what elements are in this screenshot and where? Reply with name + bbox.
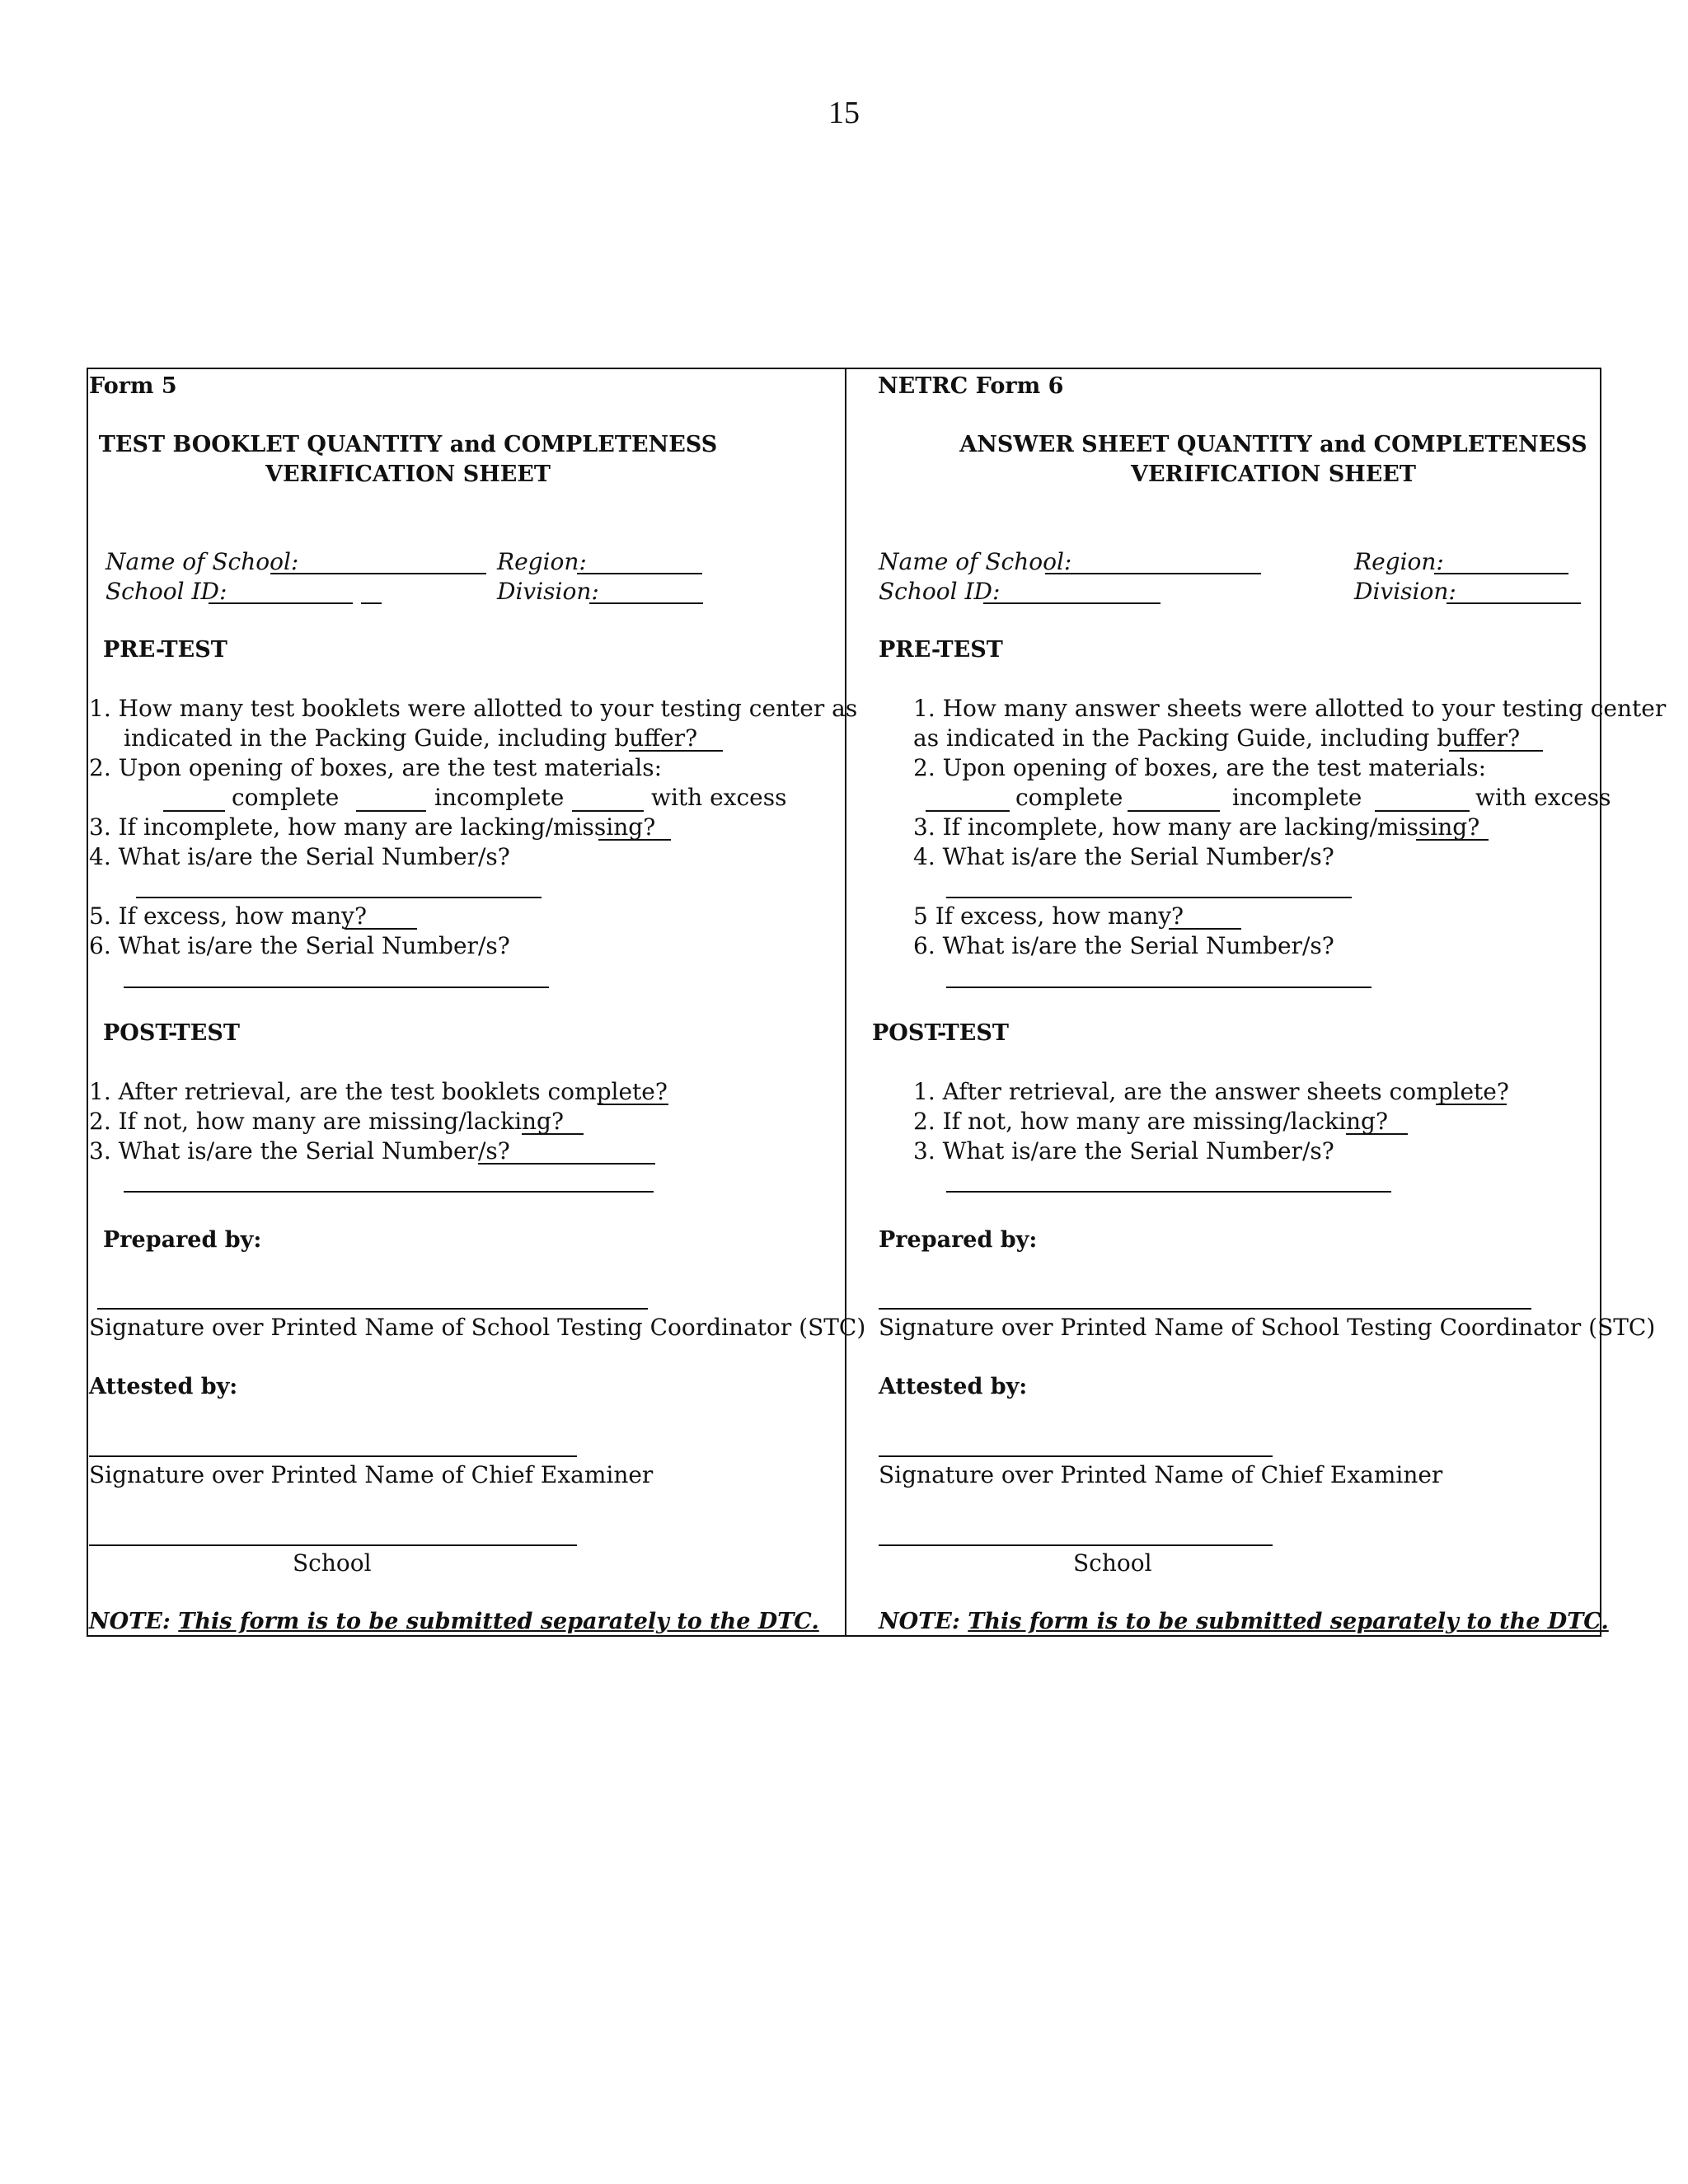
note-text: This form is to be submitted separately to the DTC.: [968, 1609, 1609, 1634]
posttest-heading: POST-TEST: [872, 1020, 1009, 1046]
pre-question-5: 5 If excess, how many?: [913, 902, 1184, 930]
pretest-heading: PRE-TEST: [103, 637, 227, 663]
pre-question-4: 4. What is/are the Serial Number/s?: [913, 843, 1334, 870]
post-question-2: 2. If not, how many are missing/lacking?: [89, 1108, 564, 1135]
option-complete: complete: [232, 784, 340, 811]
stc-signature-line[interactable]: [879, 1308, 1531, 1310]
post-question-2: 2. If not, how many are missing/lacking?: [913, 1108, 1388, 1135]
region-label: Region:: [1354, 548, 1444, 575]
name-of-school-label: Name of School:: [879, 548, 1072, 575]
name-of-school-blank[interactable]: [270, 573, 486, 574]
excess-blank[interactable]: [572, 810, 644, 812]
option-with-excess: with excess: [1475, 784, 1611, 811]
school-caption: School: [293, 1549, 372, 1577]
division-blank[interactable]: [1447, 602, 1581, 604]
column-divider: [845, 368, 846, 1637]
pretest-heading: PRE-TEST: [879, 637, 1003, 663]
school-id-blank[interactable]: [983, 602, 1160, 604]
school-line[interactable]: [879, 1544, 1273, 1546]
pre-q3-blank[interactable]: [1416, 839, 1489, 841]
post-question-1: 1. After retrieval, are the answer sheets complete?: [913, 1078, 1509, 1105]
pre-q4-blank[interactable]: [946, 897, 1352, 898]
form-title-line2: VERIFICATION SHEET: [1131, 462, 1416, 487]
stc-signature-caption: Signature over Printed Name of School Testing Coordinator (STC): [879, 1314, 1656, 1341]
form-note: [89, 1608, 819, 1636]
pre-question-2: 2. Upon opening of boxes, are the test materials:: [89, 754, 663, 781]
incomplete-blank[interactable]: [356, 810, 426, 812]
chief-signature-line[interactable]: [879, 1455, 1273, 1457]
school-id-label: School ID:: [879, 578, 1001, 605]
school-id-blank-extra: [361, 602, 382, 604]
prepared-by-label: Prepared by:: [879, 1227, 1038, 1253]
pre-question-6: 6. What is/are the Serial Number/s?: [89, 932, 510, 959]
region-label: Region:: [497, 548, 587, 575]
school-caption: School: [1073, 1549, 1152, 1577]
form-label: Form 5: [89, 373, 177, 399]
chief-signature-line[interactable]: [89, 1455, 577, 1457]
note-text: This form is to be submitted separately to the DTC.: [178, 1609, 819, 1634]
post-q3-blank[interactable]: [946, 1191, 1391, 1193]
school-id-blank[interactable]: [209, 602, 353, 604]
posttest-heading: POST-TEST: [103, 1020, 240, 1046]
stc-signature-caption: Signature over Printed Name of School Testing Coordinator (STC): [89, 1314, 866, 1341]
pre-q6-blank[interactable]: [124, 987, 549, 988]
post-question-3: 3. What is/are the Serial Number/s?: [913, 1137, 1334, 1165]
pre-question-2: 2. Upon opening of boxes, are the test materials:: [913, 754, 1487, 781]
stc-signature-line[interactable]: [97, 1308, 648, 1310]
incomplete-blank[interactable]: [1128, 810, 1220, 812]
post-q3-blank-2[interactable]: [124, 1191, 654, 1193]
form-note: [879, 1608, 1609, 1636]
pre-q6-blank[interactable]: [946, 987, 1372, 988]
page-number: 15: [828, 96, 860, 130]
post-q2-blank[interactable]: [522, 1133, 584, 1135]
excess-blank[interactable]: [1375, 810, 1470, 812]
pre-question-4: 4. What is/are the Serial Number/s?: [89, 843, 510, 870]
complete-blank[interactable]: [926, 810, 1010, 812]
division-label: Division:: [1354, 578, 1456, 605]
pre-question-3: 3. If incomplete, how many are lacking/missing?: [913, 813, 1480, 841]
pre-question-1-cont: as indicated in the Packing Guide, including buffer?: [913, 724, 1521, 752]
division-blank[interactable]: [589, 602, 703, 604]
note-prefix: NOTE:: [89, 1609, 171, 1634]
region-blank[interactable]: [577, 573, 702, 574]
name-of-school-label: Name of School:: [106, 548, 299, 575]
attested-by-label: Attested by:: [89, 1374, 238, 1399]
attested-by-label: Attested by:: [879, 1374, 1028, 1399]
post-q3-blank[interactable]: [478, 1163, 655, 1165]
form-title-line1: ANSWER SHEET QUANTITY and COMPLETENESS: [959, 432, 1587, 457]
post-q1-blank[interactable]: [1436, 1104, 1507, 1105]
pre-q5-blank[interactable]: [345, 928, 417, 930]
pre-question-1-cont: indicated in the Packing Guide, including buffer?: [124, 724, 698, 752]
option-with-excess: with excess: [651, 784, 787, 811]
school-line[interactable]: [89, 1544, 577, 1546]
post-question-3: 3. What is/are the Serial Number/s?: [89, 1137, 510, 1165]
post-question-1: 1. After retrieval, are the test booklets complete?: [89, 1078, 668, 1105]
pre-q4-blank[interactable]: [136, 897, 542, 898]
form-title-line2: VERIFICATION SHEET: [265, 462, 551, 487]
name-of-school-blank[interactable]: [1045, 573, 1261, 574]
option-complete: complete: [1015, 784, 1123, 811]
prepared-by-label: Prepared by:: [103, 1227, 262, 1253]
post-q2-blank[interactable]: [1346, 1133, 1408, 1135]
division-label: Division:: [497, 578, 599, 605]
pre-q5-blank[interactable]: [1169, 928, 1241, 930]
chief-signature-caption: Signature over Printed Name of Chief Examiner: [89, 1461, 654, 1488]
pre-question-6: 6. What is/are the Serial Number/s?: [913, 932, 1334, 959]
pre-question-3: 3. If incomplete, how many are lacking/missing?: [89, 813, 656, 841]
pre-question-1: 1. How many test booklets were allotted to your testing center as: [89, 695, 858, 722]
pre-question-1: 1. How many answer sheets were allotted to your testing center: [913, 695, 1667, 722]
pre-q3-blank[interactable]: [598, 839, 671, 841]
option-incomplete: incomplete: [434, 784, 565, 811]
pre-q1-blank[interactable]: [629, 750, 723, 752]
chief-signature-caption: Signature over Printed Name of Chief Examiner: [879, 1461, 1443, 1488]
school-id-label: School ID:: [106, 578, 227, 605]
post-q1-blank[interactable]: [598, 1104, 668, 1105]
note-prefix: NOTE:: [879, 1609, 960, 1634]
option-incomplete: incomplete: [1232, 784, 1362, 811]
region-blank[interactable]: [1434, 573, 1568, 574]
pre-question-5: 5. If excess, how many?: [89, 902, 367, 930]
complete-blank[interactable]: [163, 810, 225, 812]
form-title-line1: TEST BOOKLET QUANTITY and COMPLETENESS: [98, 432, 718, 457]
pre-q1-blank[interactable]: [1449, 750, 1543, 752]
form-label: NETRC Form 6: [878, 373, 1064, 399]
